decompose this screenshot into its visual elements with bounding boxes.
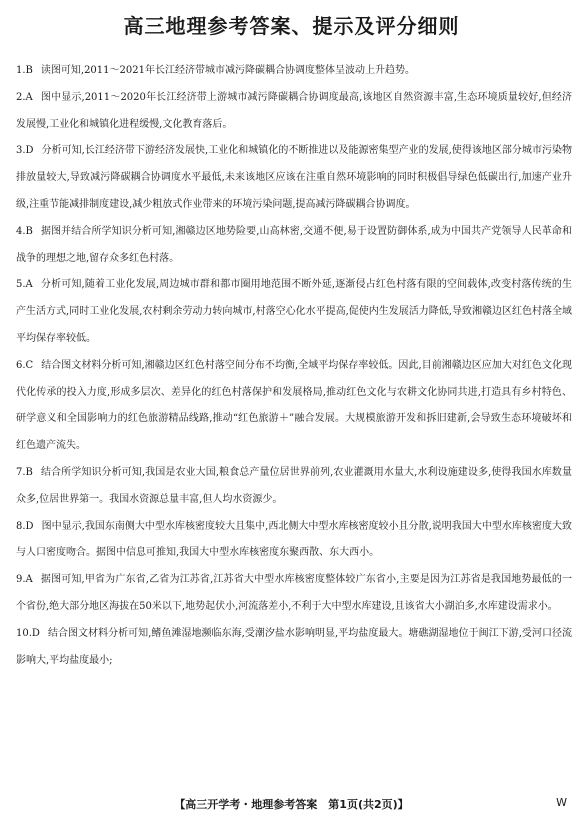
- answer-item: [16, 58, 572, 85]
- answer-text: 图中显示,2011～2020年长江经济带上游城市减污降碳耦合协调度最高,该地区自然资源丰富,生态环境质量较好,但经济发展慢,工业化和城镇化进程缓慢,文化教育落后。: [16, 91, 572, 130]
- answer-text: 结合图文材料分析可知,鳍鱼滩湿地濒临东海,受潮汐盐水影响明显,平均盐度最大。塘礁湖湿地位于闽江下游,受河口径流影响大,平均盐度最小;: [16, 627, 572, 666]
- answer-number: 8.D: [16, 520, 34, 532]
- answer-text: 分析可知,随着工业化发展,周边城市群和都市圈用地范围不断外延,逐渐侵占红色村落有限的空间载体,改变村落传统的生产生活方式,同时工业化发展,农村剩余劳动力转向城市,村落空心化水平提高,促使内生发展活力降低,导致湘赣边区红色村落全域平均保存率较低。: [16, 279, 572, 344]
- answer-text: 图中显示,我国东南侧大中型水库核密度较大且集中,西北侧大中型水库核密度较小且分散,说明我国大中型水库核密度大致与人口密度吻合。据图中信息可推知,我国大中型水库核密度东聚西散、东大西小。: [16, 520, 572, 559]
- answer-item: [16, 460, 572, 514]
- answer-number: 5.A: [16, 279, 33, 291]
- answer-item: [16, 85, 572, 139]
- answer-item: [16, 138, 572, 218]
- answer-item: [16, 272, 572, 352]
- page-footer: 【高三开学考・地理参考答案 第1页(共2页)】: [174, 798, 409, 811]
- answer-text: 据图并结合所学知识分析可知,湘赣边区地势险要,山高林密,交通不便,易于设置防御体系,成为中国共产党领导人民革命和战争的理想之地,留存众多红色村落。: [16, 225, 572, 264]
- answer-item: [16, 219, 572, 273]
- answer-text: 读图可知,2011～2021年长江经济带城市减污降碳耦合协调度整体呈波动上升趋势。: [40, 65, 415, 76]
- answer-text: 结合所学知识分析可知,我国是农业大国,粮食总产量位居世界前列,农业灌溉用水量大,水利设施建设多,使得我国水库数量众多,位居世界第一。我国水资源总量丰富,但人均水资源少。: [16, 466, 572, 505]
- answer-number: 10.D: [16, 627, 40, 639]
- answer-list: [16, 58, 572, 674]
- answer-number: 4.B: [16, 225, 33, 237]
- answer-item: [16, 621, 572, 675]
- answer-text: 据图可知,甲省为广东省,乙省为江苏省,江苏省大中型水库核密度整体较广东省小,主要是因为江苏省是我国地势最低的一个省份,绝大部分地区海拔在50米以下,地势起伏小,河流落差小,不利于大中型水库建设,且该省大小湖泊多,水库建设需求小。: [16, 574, 572, 612]
- page-title: 高三地理参考答案、提示及评分细则: [123, 14, 460, 38]
- answer-number: 1.B: [16, 65, 33, 76]
- answer-item: [16, 567, 572, 621]
- answer-item: [16, 514, 572, 568]
- answer-text: 分析可知,长江经济带下游经济发展快,工业化和城镇化的不断推进以及能源密集型产业的发展,使得该地区部分城市污染物排放量较大,导致减污降碳耦合协调度水平最低,未来该地区应该在注重自然环境影响的同时积极倡导绿色低碳出行,加速产业升级,注重节能减排制度建设,减少粗放式作业带来的环境污染问题,提高减污降碳耦合协调度。: [16, 145, 572, 210]
- answer-number: 9.A: [16, 574, 33, 586]
- answer-number: 6.C: [16, 359, 34, 371]
- answer-text: 结合图文材料分析可知,湘赣边区红色村落空间分布不均衡,全域平均保存率较低。因此,目前湘赣边区应加大对红色文化现代化传承的投入力度,形成多层次、差异化的红色村落保护和发展格局,推动红色文化与农耕文化协同共进,打造具有乡村特色、研学意义和全国影响力的红色旅游精品线路,推动“红色旅游＋”融合发展。大规模旅游开发和拆旧建新,会导致生态环境破坏和红色遗产流失。: [16, 359, 572, 452]
- answer-item: [16, 353, 572, 460]
- answer-number: 2.A: [16, 91, 33, 103]
- answer-number: 3.D: [16, 145, 34, 157]
- answer-number: 7.B: [16, 466, 33, 478]
- corner-mark: W: [556, 796, 567, 809]
